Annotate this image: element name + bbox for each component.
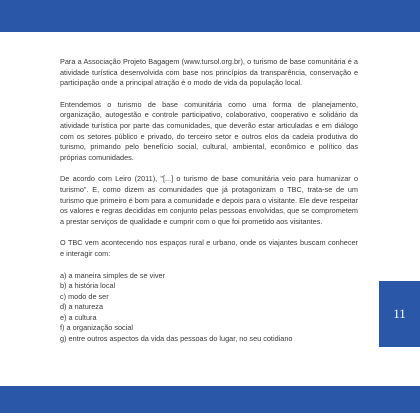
paragraph: Para a Associação Projeto Bagagem (www.tursol.org.br), o turismo de base comunitária é a atividade turística desenvolvida com base nos princípios da transparência, conservação e participação onde a principal atração é o modo de vida da população local.: [60, 57, 358, 88]
list-item: e) a cultura: [60, 312, 97, 322]
paragraph: O TBC vem acontecendo nos espaços rural e urbano, onde os viajantes buscam conhecer e interagir com:: [60, 238, 358, 258]
list-item: f) a organização social: [60, 323, 134, 333]
top-banner: [0, 0, 420, 32]
bottom-banner: [0, 386, 420, 413]
list-item: g) entre outros aspectos da vida das pessoas do lugar, no seu cotidiano: [60, 334, 293, 344]
page-number-tab: [379, 281, 420, 347]
attractions-list: [60, 271, 358, 345]
paragraph: Entendemos o turismo de base comunitária como uma forma de planejamento, organização, autogestão e controle participativo, colaborativo, cooperativo e solidário da atividade turística por parte das comunidades, que deverão estar articuladas e em diálogo com os setores público e privado, do terceiro setor e outros elos da cadeia produtiva do turismo, primando pelo benefício social, cultural, ambiental, econômico e político das próprias comunidades.: [60, 99, 358, 162]
list-item: b) a história local: [60, 281, 116, 291]
body-text: [60, 57, 358, 345]
list-item: d) a natureza: [60, 302, 103, 312]
list-item: c) modo de ser: [60, 291, 109, 301]
paragraph: De acordo com Leiro (2011), "[...] o turismo de base comunitária veio para humanizar o turismo". E, como dizem as comunidades que já protagonizam o TBC, trata-se de um turismo que primeiro é bom para a comunidade e depois para o visitante. Ele deve respeitar os valores e regras decididas em conjunto pelas pessoas envolvidas, que se comprometem a prestar serviços de qualidade e cumprir com o que foi prometido aos visitantes.: [60, 174, 358, 226]
page-number: 11: [393, 306, 406, 321]
list-item: a) a maneira simples de se viver: [60, 270, 166, 280]
